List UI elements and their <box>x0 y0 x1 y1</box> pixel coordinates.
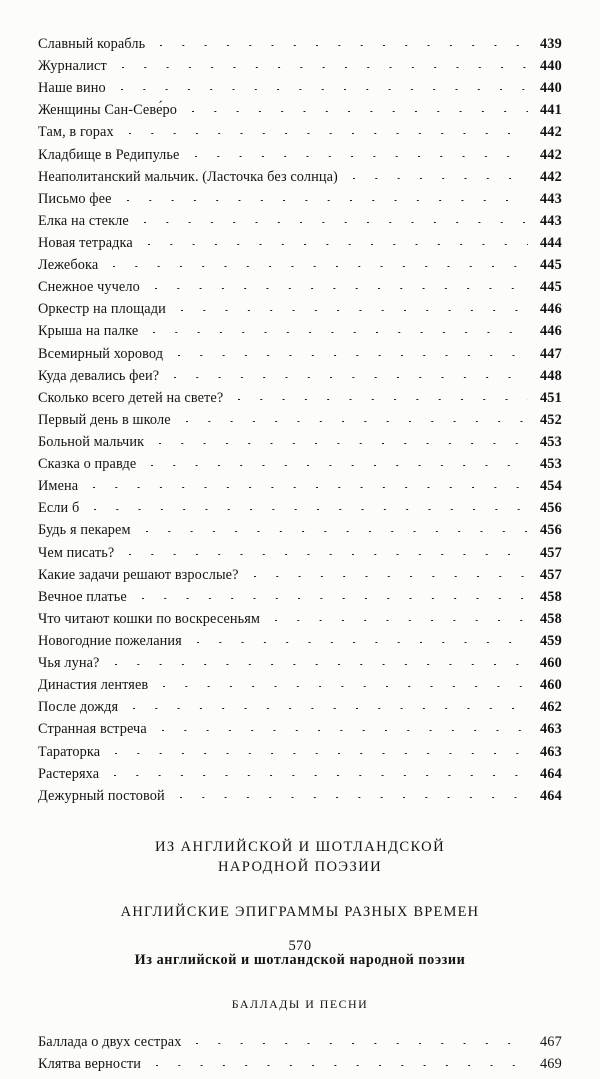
toc-row[interactable] <box>38 589 562 611</box>
toc-row[interactable] <box>38 368 562 390</box>
toc-dot-leader <box>168 377 528 378</box>
toc-dot-leader <box>123 133 528 134</box>
toc-entry-page-number: 457 <box>539 566 562 583</box>
toc-dot-leader <box>157 686 528 687</box>
toc-entry-page-number: 459 <box>539 632 562 649</box>
toc-dot-leader <box>136 598 528 599</box>
toc-entry-title: После дождя <box>38 699 119 716</box>
toc-row[interactable] <box>38 744 562 766</box>
toc-entry-title: Чем писать? <box>38 544 115 561</box>
toc-row[interactable] <box>38 102 562 124</box>
toc-row[interactable] <box>38 699 562 721</box>
toc-entry-title: Тараторка <box>38 743 101 760</box>
toc-entry-page-number: 441 <box>539 102 562 119</box>
toc-entry-page-number: 456 <box>539 500 562 517</box>
toc-row[interactable] <box>38 1034 562 1056</box>
toc-entry-title: Баллада о двух сестрах <box>38 1034 182 1051</box>
toc-row[interactable] <box>38 80 562 102</box>
toc-entry-page-number: 442 <box>539 124 562 141</box>
section-main-heading-line1: ИЗ АНГЛИЙСКОЙ И ШОТЛАНДСКОЙ <box>155 838 445 855</box>
toc-entry-title: Елка на стекле <box>38 212 129 229</box>
toc-dot-leader <box>123 554 528 555</box>
toc-row[interactable] <box>38 147 562 169</box>
toc-dot-leader <box>145 465 528 466</box>
toc-row[interactable] <box>38 766 562 788</box>
section-main-heading-line2: НАРОДНОЙ ПОЭЗИИ <box>218 859 382 876</box>
toc-entry-page-number: 453 <box>539 456 562 473</box>
toc-row[interactable] <box>38 301 562 323</box>
toc-entry-title: Странная встреча <box>38 721 147 738</box>
toc-entry-page-number: 445 <box>539 257 562 274</box>
toc-entry-title: Письмо фее <box>38 190 112 207</box>
toc-row[interactable] <box>38 169 562 191</box>
toc-dot-leader <box>108 775 528 776</box>
toc-entry-page-number: 452 <box>539 411 562 428</box>
toc-row[interactable] <box>38 567 562 589</box>
toc-row[interactable] <box>38 633 562 655</box>
toc-entry-title: Дежурный постовой <box>38 787 165 804</box>
toc-row[interactable] <box>38 279 562 301</box>
toc-dot-leader <box>109 753 528 754</box>
toc-row[interactable] <box>38 390 562 412</box>
toc-dot-leader <box>156 730 528 731</box>
toc-entry-title: Оркестр на площади <box>38 301 166 318</box>
toc-row[interactable] <box>38 191 562 213</box>
toc-dot-leader <box>180 421 528 422</box>
section-subheading: АНГЛИЙСКИЕ ЭПИГРАММЫ РАЗНЫХ ВРЕМЕН <box>120 904 480 921</box>
toc-entry-page-number: 440 <box>539 80 562 97</box>
toc-dot-leader <box>190 1043 528 1044</box>
toc-dot-leader <box>248 576 528 577</box>
section-main-heading <box>38 837 562 878</box>
page-folio-number: 570 <box>288 938 312 954</box>
toc-entry-page-number: 458 <box>539 588 562 605</box>
toc-row[interactable] <box>38 522 562 544</box>
toc-entry-title: Имена <box>38 478 79 495</box>
toc-entry-page-number: 446 <box>539 323 562 340</box>
toc-entry-title: Вечное платье <box>38 588 127 605</box>
toc-entry-title: Династия лентяев <box>38 677 149 694</box>
toc-dot-leader <box>87 487 528 488</box>
toc-dot-leader <box>142 244 528 245</box>
toc-entry-page-number: 456 <box>539 522 562 539</box>
toc-dot-leader <box>186 111 528 112</box>
toc-dot-leader <box>191 642 528 643</box>
toc-dot-leader <box>121 200 528 201</box>
toc-entry-page-number: 457 <box>539 544 562 561</box>
toc-entry-page-number: 443 <box>539 190 562 207</box>
toc-dot-leader <box>88 509 528 510</box>
section-small-heading: БАЛЛАДЫ И ПЕСНИ <box>231 997 369 1012</box>
toc-entry-page-number: 447 <box>539 345 562 362</box>
toc-entry-title: Женщины Сан-Севе́ро <box>38 102 178 119</box>
toc-entry-page-number: 453 <box>539 433 562 450</box>
toc-entry-page-number: 446 <box>539 301 562 318</box>
toc-dot-leader <box>153 443 528 444</box>
toc-entry-page-number: 444 <box>539 234 562 251</box>
toc-entry-title: Куда девались феи? <box>38 367 160 384</box>
toc-entry-page-number: 462 <box>539 699 562 716</box>
toc-entry-list <box>38 36 562 810</box>
toc-row[interactable] <box>38 58 562 80</box>
toc-row[interactable] <box>38 1056 562 1078</box>
toc-dot-leader <box>107 266 528 267</box>
toc-entry-page-number: 454 <box>539 478 562 495</box>
toc-entry-page-number: 443 <box>539 212 562 229</box>
toc-entry-page-number: 464 <box>539 765 562 782</box>
toc-row[interactable] <box>38 124 562 146</box>
toc-entry-page-number: 469 <box>539 1056 562 1073</box>
toc-dot-leader <box>138 222 528 223</box>
toc-entry-title: Наше вино <box>38 80 106 97</box>
toc-tail-entry-list <box>38 1034 562 1078</box>
toc-entry-page-number: 451 <box>539 389 562 406</box>
toc-row[interactable] <box>38 677 562 699</box>
toc-row[interactable] <box>38 611 562 633</box>
toc-dot-leader <box>172 355 528 356</box>
toc-entry-page-number: 463 <box>539 743 562 760</box>
toc-entry-title: Клятва верности <box>38 1056 142 1073</box>
toc-dot-leader <box>109 664 529 665</box>
toc-entry-page-number: 442 <box>539 146 562 163</box>
toc-entry-title: Будь я пекарем <box>38 522 131 539</box>
toc-dot-leader <box>127 708 528 709</box>
toc-entry-title: Если б <box>38 500 80 517</box>
toc-entry-title: Чья луна? <box>38 655 100 672</box>
toc-entry-page-number: 458 <box>539 610 562 627</box>
toc-row[interactable] <box>38 478 562 500</box>
toc-dot-leader <box>232 399 528 400</box>
toc-dot-leader <box>149 288 528 289</box>
toc-dot-leader <box>154 45 528 46</box>
toc-entry-title: Сказка о правде <box>38 456 137 473</box>
toc-dot-leader <box>115 89 528 90</box>
toc-entry-page-number: 440 <box>539 58 562 75</box>
toc-row[interactable] <box>38 788 562 810</box>
toc-entry-page-number: 460 <box>539 677 562 694</box>
toc-entry-title: Неаполитанский мальчик. (Ласточка без солнца) <box>38 168 338 185</box>
toc-row[interactable] <box>38 545 562 567</box>
toc-dot-leader <box>147 332 528 333</box>
toc-entry-title: Сколько всего детей на свете? <box>38 389 224 406</box>
toc-entry-title: Там, в горах <box>38 124 114 141</box>
toc-entry-title: Славный корабль <box>38 36 146 52</box>
toc-dot-leader <box>347 178 528 179</box>
toc-entry-page-number: 460 <box>539 655 562 672</box>
toc-entry-page-number: 467 <box>539 1034 562 1051</box>
toc-entry-page-number: 464 <box>539 787 562 804</box>
toc-row[interactable] <box>38 500 562 522</box>
toc-dot-leader <box>189 156 529 157</box>
toc-row[interactable] <box>38 36 562 58</box>
toc-entry-title: Первый день в школе <box>38 411 171 428</box>
toc-row[interactable] <box>38 456 562 478</box>
toc-entry-title: Журналист <box>38 58 107 75</box>
toc-entry-title: Больной мальчик <box>38 433 145 450</box>
toc-row[interactable] <box>38 346 562 368</box>
section-bold-heading: Из английской и шотландской народной поэзии <box>134 952 466 969</box>
toc-entry-title: Крыша на палке <box>38 323 139 340</box>
toc-row[interactable] <box>38 213 562 235</box>
toc-entry-page-number: 439 <box>539 36 562 52</box>
toc-entry-title: Что читают кошки по воскресеньям <box>38 610 261 627</box>
toc-entry-title: Новогодние пожелания <box>38 632 182 649</box>
toc-row[interactable] <box>38 235 562 257</box>
toc-row[interactable] <box>38 721 562 743</box>
toc-row[interactable] <box>38 412 562 434</box>
toc-dot-leader <box>150 1065 528 1066</box>
toc-entry-title: Снежное чучело <box>38 279 140 296</box>
toc-entry-title: Лежебока <box>38 257 99 274</box>
toc-entry-title: Всемирный хоровод <box>38 345 164 362</box>
toc-entry-title: Кладбище в Редипулье <box>38 146 180 163</box>
toc-dot-leader <box>269 620 528 621</box>
toc-dot-leader <box>140 531 528 532</box>
toc-entry-page-number: 445 <box>539 279 562 296</box>
toc-row[interactable] <box>38 323 562 345</box>
toc-entry-title: Растеряха <box>38 765 100 782</box>
section-headings-block <box>38 837 562 1013</box>
toc-entry-page-number: 463 <box>539 721 562 738</box>
toc-dot-leader <box>174 797 528 798</box>
toc-row[interactable] <box>38 655 562 677</box>
toc-dot-leader <box>116 67 528 68</box>
toc-entry-title: Какие задачи решают взрослые? <box>38 566 239 583</box>
toc-row[interactable] <box>38 257 562 279</box>
toc-dot-leader <box>175 310 528 311</box>
toc-entry-page-number: 448 <box>539 367 562 384</box>
toc-entry-title: Новая тетрадка <box>38 234 133 251</box>
toc-row[interactable] <box>38 434 562 456</box>
toc-entry-page-number: 442 <box>539 168 562 185</box>
